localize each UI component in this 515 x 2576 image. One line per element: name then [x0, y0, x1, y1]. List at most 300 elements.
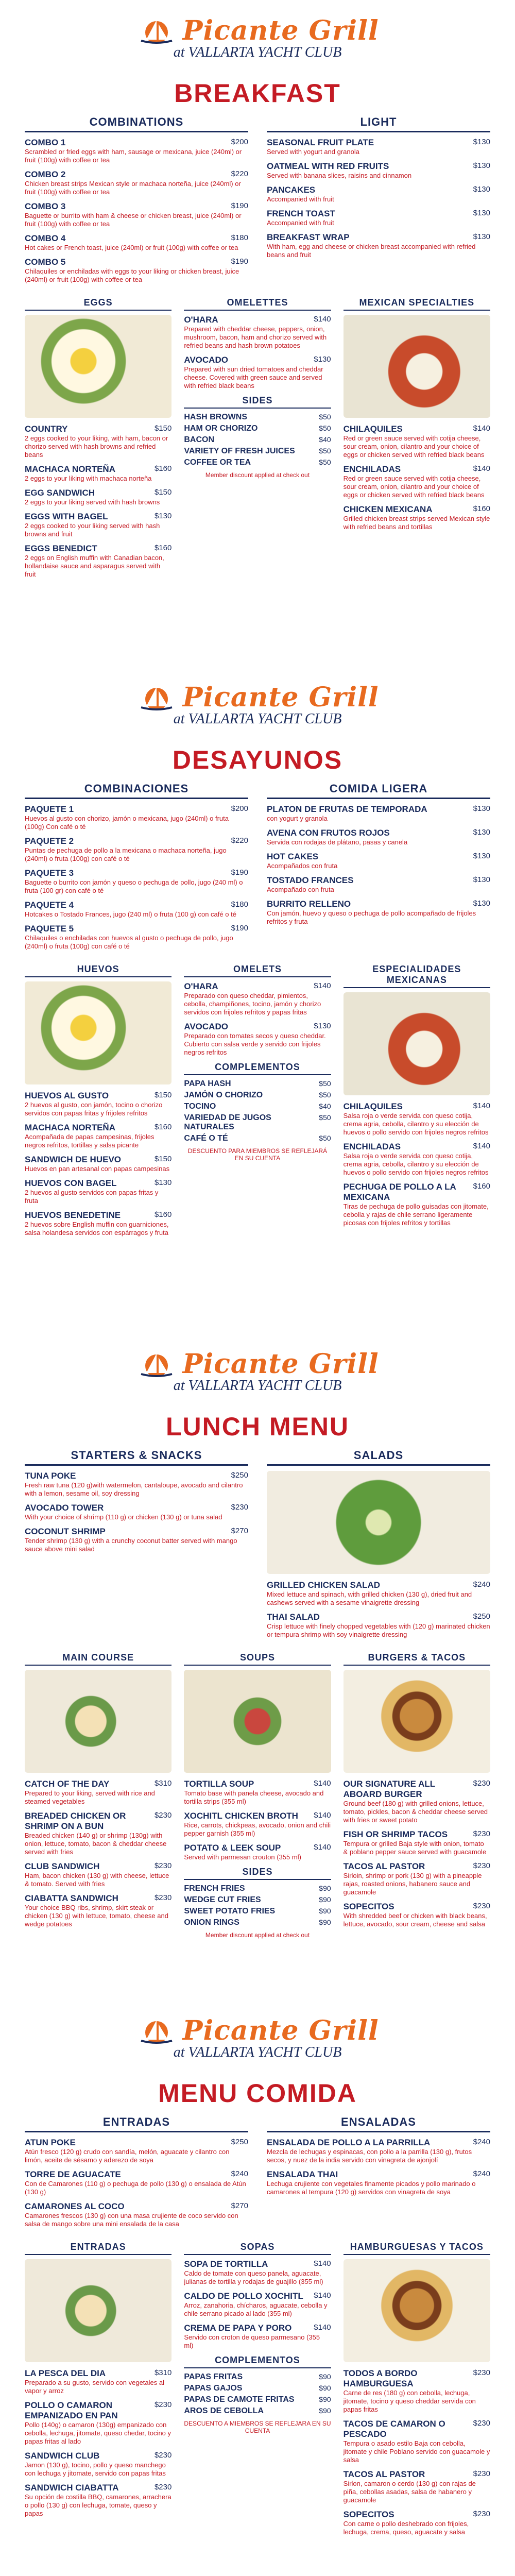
menu-item-price: $270 [231, 2201, 248, 2210]
menu-item-price: $230 [154, 1811, 172, 1820]
sides-box [184, 1062, 331, 1162]
menu-item-price: $140 [314, 981, 331, 990]
menu-item [25, 1210, 171, 1237]
menu-item-header [25, 1779, 171, 1789]
side-item [184, 1884, 331, 1893]
menu-item-name: SOPA DE TORTILLA [184, 2259, 268, 2269]
menu-item [25, 233, 248, 252]
menu-item-price: $180 [231, 233, 248, 242]
top-sections [25, 782, 490, 956]
menu-item-description: Acompañados con fruta [267, 862, 338, 870]
menu-item [344, 1182, 490, 1227]
menu-item-description: Fresh raw tuna (120 g)with watermelon, cantaloupe, avocado and cilantro with a lemon, sesame oil, soy dressing [25, 1481, 243, 1497]
menu-item-header [344, 464, 490, 474]
page-title: MENU COMIDA [158, 2079, 357, 2108]
sides-box [184, 395, 331, 479]
member-discount-note: DESCUENTO PARA MIEMBROS SE REFLEJARÁ EN SU CUENTA [187, 1147, 328, 1162]
side-item [184, 1079, 331, 1089]
member-discount-note: Member discount applied at check out [205, 1931, 310, 1939]
menu-item [267, 1612, 490, 1639]
menu-item-header [184, 315, 331, 325]
sailboat-sun-icon [136, 2017, 176, 2045]
menu-item-header [25, 512, 171, 522]
section-heading: COMIDA LIGERA [267, 782, 490, 799]
menu-item-name: TACOS AL PASTOR [343, 1861, 425, 1871]
side-item [184, 447, 331, 456]
menu-item-price: $230 [473, 2469, 490, 2478]
menu-item-price: $130 [473, 232, 490, 241]
brand-header [25, 16, 490, 78]
side-item-name: PAPAS FRITAS [184, 2372, 243, 2381]
menu-item-description: Acompañada de papas campesinas, frijoles negros refritos, tortillas y salsa picante [25, 1133, 154, 1149]
column-three [344, 1652, 490, 1939]
menu-item-name: EGG SANDWICH [25, 488, 95, 498]
bottom-sections [25, 1652, 490, 1939]
menu-item-header [184, 2259, 331, 2269]
menu-item-name: FRENCH TOAST [267, 209, 335, 218]
menu-item-header [25, 201, 248, 212]
menu-item-name: ENCHILADAS [343, 464, 401, 474]
menu-item-name: CATCH OF THE DAY [25, 1779, 110, 1789]
side-item-price: $90 [319, 1895, 331, 1904]
menu-item [25, 488, 171, 506]
food-photo [184, 1670, 331, 1773]
menu-item-name: COMBO 1 [25, 138, 66, 147]
menu-item-header [267, 828, 490, 838]
menu-item-name: ATUN POKE [25, 2138, 76, 2147]
bottom-sections [25, 297, 490, 584]
side-item-price: $90 [319, 2406, 331, 2415]
side-item-name: VARIEDAD DE JUGOS NATURALES [184, 1113, 271, 1131]
side-item [184, 1091, 331, 1100]
top-sections [25, 115, 490, 289]
menu-item-description: Breaded chicken (140 g) or shrimp (130g) with onion, lettuce, tomato, bacon & cheddar cheese served with fries [25, 1832, 167, 1856]
menu-item [344, 1861, 490, 1896]
menu-item-name: PANCAKES [267, 185, 316, 195]
menu-item [184, 1779, 331, 1806]
menu-item-header [25, 1811, 171, 1832]
brand-subtitle: at VALLARTA YACHT CLUB [173, 2044, 342, 2060]
menu-item-description: Prepared with sun dried tomatoes and cheddar cheese. Covered with green sauce and served with refried black beans [184, 365, 323, 389]
left-section [25, 782, 248, 956]
brand-name: Picante Grill [182, 1348, 379, 1380]
menu-item [25, 868, 248, 895]
menu-item-header [344, 1829, 490, 1840]
menu-item-description: Served with banana slices, raisins and cinnamon [267, 172, 412, 179]
menu-item-header [267, 875, 490, 886]
section-heading: SIDES [184, 1867, 331, 1880]
menu-item-header [344, 2510, 490, 2520]
menu-item-description: Preparado a su gusto, servido con vegetales al vapor y arroz [25, 2379, 165, 2395]
side-item-name: COFFEE OR TEA [184, 458, 251, 467]
menu-item-description: Tender shrimp (130 g) with a crunchy coconut batter served with mango sauce above mini salad [25, 1537, 237, 1553]
menu-item-name: PAQUETE 5 [25, 924, 74, 934]
menu-item-name: COUNTRY [25, 424, 68, 434]
side-item [184, 1102, 331, 1111]
section-heading: LIGHT [267, 115, 490, 132]
menu-item [184, 1811, 331, 1838]
menu-item-price: $230 [154, 2400, 172, 2409]
menu-item-header [344, 1779, 490, 1800]
side-item-price: $90 [319, 1884, 331, 1892]
menu-item-name: GRILLED CHICKEN SALAD [267, 1580, 381, 1590]
menu-item-name: CIABATTA SANDWICH [25, 1893, 118, 1903]
menu-item-name: SANDWICH DE HUEVO [25, 1155, 122, 1164]
menu-item-description: Chilaquiles or enchiladas with eggs to your liking or chicken breast, juice (240ml) or fruit (100g) with coffee or tea [25, 267, 239, 283]
menu-item [25, 1811, 171, 1856]
brand-name: Picante Grill [182, 2015, 379, 2046]
menu-item [344, 2510, 490, 2536]
menu-item-name: PECHUGA DE POLLO A LA MEXICANA [343, 1182, 456, 1202]
menu-item-description: Carne de res (180 g) con cebolla, lechuga, jitomate, tocino y queso cheddar servida con papas fritas [343, 2389, 476, 2413]
section-heading: COMPLEMENTOS [184, 2355, 331, 2368]
side-item-price: $40 [319, 1102, 331, 1110]
menu-page [0, 1333, 515, 2000]
menu-item-description: Ground beef (180 g) with grilled onions, lettuce, tomato, pickles, bacon & cheddar cheese served with fries or sweet potato [343, 1800, 488, 1824]
menu-item-name: O'HARA [184, 315, 218, 325]
column-two [184, 297, 331, 584]
menu-item-description: Camarones frescos (130 g) con una masa crujiente de coco servido con salsa de mango sobre una mini ensalada de la casa [25, 2212, 238, 2228]
menu-item-price: $240 [473, 2170, 490, 2178]
menu-item-description: Hot cakes or French toast, juice (240ml) or fruit (100g) with coffee or tea [25, 244, 238, 251]
menu-item-description: Tiras de pechuga de pollo guisadas con jitomate, cebolla y rajas de chile serrano ligeramente picosas con frijoles refritos y tortillas [343, 1202, 489, 1227]
side-item [184, 2384, 331, 2393]
menu-item-price: $140 [314, 315, 331, 324]
side-item-name: HASH BROWNS [184, 413, 247, 421]
menu-item-name: ENSALADA THAI [267, 2170, 338, 2179]
menu-item-name: TACOS DE CAMARON O PESCADO [343, 2419, 445, 2439]
section-heading: SOUPS [184, 1652, 331, 1666]
menu-item-price: $160 [473, 504, 490, 513]
menu-item [25, 138, 248, 164]
menu-item [184, 315, 331, 350]
menu-item-name: TORTILLA SOUP [184, 1779, 254, 1789]
menu-item [25, 512, 171, 538]
menu-item [267, 185, 490, 204]
menu-item [25, 1779, 171, 1806]
menu-item-price: $140 [314, 2291, 331, 2300]
menu-item-description: Tempura o asado estilo Baja con cebolla, jitomate y chile Poblano servido con guacamole y salsa [343, 2439, 490, 2464]
side-item-price: $50 [319, 413, 331, 421]
side-item-name: SWEET POTATO FRIES [184, 1907, 276, 1916]
menu-item-price: $230 [473, 2368, 490, 2377]
menu-item [25, 2451, 171, 2478]
menu-item-header [25, 1893, 171, 1904]
sailboat-sun-icon [136, 17, 176, 45]
menu-item-description: Puntas de pechuga de pollo a la mexicana o machaca norteña, jugo (240ml) o fruta (100g) con café o té [25, 846, 227, 862]
menu-item-name: CHICKEN MEXICANA [343, 504, 433, 514]
menu-item-name: SANDWICH CIABATTA [25, 2483, 119, 2493]
menu-item-header [267, 161, 490, 172]
menu-item-header [267, 232, 490, 243]
menu-item [25, 1527, 248, 1553]
menu-item-name: PAQUETE 3 [25, 868, 74, 878]
menu-item-header [184, 355, 331, 365]
menu-item [25, 1861, 171, 1888]
section-heading: SOPAS [184, 2242, 331, 2255]
side-item-name: VARIETY OF FRESH JUICES [184, 447, 295, 455]
column-three [344, 2242, 490, 2541]
menu-item-price: $130 [473, 185, 490, 194]
side-item [184, 435, 331, 445]
side-item [184, 1918, 331, 1927]
column-one [25, 297, 171, 584]
section-heading: HAMBURGUESAS Y TACOS [344, 2242, 490, 2255]
menu-item-price: $160 [154, 1210, 172, 1219]
menu-item-header [25, 2400, 171, 2421]
menu-item [25, 900, 248, 919]
menu-item-price: $230 [473, 1902, 490, 1910]
menu-item-name: TACOS AL PASTOR [343, 2469, 425, 2479]
menu-item-price: $130 [473, 828, 490, 837]
menu-item-price: $200 [231, 138, 248, 146]
side-item-price: $90 [319, 2395, 331, 2403]
menu-item [25, 2201, 248, 2228]
menu-item-description: Caldo de tomate con queso panela, aguacate, julianas de tortilla y rodajas de guajillo (355 ml) [184, 2269, 323, 2285]
side-item-name: CAFÉ O TÉ [184, 1134, 228, 1143]
bottom-sections [25, 2242, 490, 2541]
menu-item [25, 836, 248, 863]
menu-item-name: THAI SALAD [267, 1612, 320, 1622]
section-heading: EGGS [25, 297, 171, 311]
menu-page [0, 2000, 515, 2576]
menu-item-name: SANDWICH CLUB [25, 2451, 100, 2461]
menu-item-name: SEASONAL FRUIT PLATE [267, 138, 374, 147]
section-heading: OMELETS [184, 964, 331, 977]
menu-item-description: Lechuga crujiente con vegetales finamente picados y pollo marinado o camarones al tempura (120 g) servidos con vinagreta de soya [267, 2180, 476, 2196]
menu-item-price: $230 [473, 2510, 490, 2518]
menu-item-header [25, 2170, 248, 2180]
menu-item-description: Served with yogurt and granola [267, 148, 359, 156]
menu-page [0, 667, 515, 1333]
menu-item-description: Mezcla de lechugas y espinacas, con pollo a la parrilla (130 g), frutos secos, y nuez de la india servido con vinagreta de ajonjolí [267, 2148, 472, 2164]
menu-item-name: PAQUETE 2 [25, 836, 74, 846]
menu-item [267, 2138, 490, 2164]
menu-item-price: $130 [473, 852, 490, 860]
menu-item-name: CAMARONES AL COCO [25, 2201, 125, 2211]
menu-item [344, 2419, 490, 2464]
menu-item [267, 875, 490, 894]
menu-item-description: Red or green sauce served with cotija cheese, sour cream, onion, cilantro and your choice of eggs or chicken served with refried black beans [343, 434, 485, 459]
menu-item-price: $140 [473, 1142, 490, 1150]
menu-item-price: $230 [154, 1861, 172, 1870]
menu-item-description: Servida con rodajas de plátano, pasas y canela [267, 838, 408, 846]
side-item [184, 413, 331, 422]
menu-item [184, 1843, 331, 1861]
menu-item-name: COMBO 4 [25, 233, 66, 243]
side-item [184, 1907, 331, 1916]
section-heading: SALADS [267, 1449, 490, 1466]
section-heading: STARTERS & SNACKS [25, 1449, 248, 1466]
menu-item-description: Tomato base with panela cheese, avocado and tortilla strips (355 ml) [184, 1789, 324, 1805]
side-item-price: $50 [319, 1113, 331, 1122]
column-three [344, 297, 490, 584]
food-photo [25, 981, 171, 1084]
menu-item [25, 1123, 171, 1149]
menu-item-price: $140 [314, 1843, 331, 1852]
menu-item-name: TODOS A BORDO HAMBURGUESA [343, 2368, 418, 2388]
menu-item-header [25, 464, 171, 474]
food-photo [25, 2259, 171, 2362]
menu-item-header [344, 2469, 490, 2480]
menu-item-name: HUEVOS CON BAGEL [25, 1178, 117, 1188]
menu-item-header [344, 1182, 490, 1202]
menu-item-name: COMBO 5 [25, 257, 66, 267]
page-title: DESAYUNOS [172, 745, 343, 774]
side-item-name: HAM OR CHORIZO [184, 424, 258, 433]
menu-item-price: $310 [154, 2368, 172, 2377]
menu-item [267, 804, 490, 823]
menu-item-price: $140 [314, 1811, 331, 1820]
menu-item [184, 2291, 331, 2318]
side-item-name: PAPAS GAJOS [184, 2384, 243, 2393]
menu-item-price: $230 [231, 1503, 248, 1512]
logo-row [25, 683, 490, 712]
menu-item-price: $190 [231, 868, 248, 877]
menu-item-price: $140 [473, 1101, 490, 1110]
menu-item-description: With your choice of shrimp (110 g) or chicken (130 g) or tuna salad [25, 1513, 222, 1521]
menu-item-header [25, 900, 248, 910]
side-item [184, 424, 331, 433]
menu-item [344, 1829, 490, 1856]
side-item-name: FRENCH FRIES [184, 1884, 245, 1893]
menu-item-price: $160 [154, 464, 172, 473]
menu-item-price: $240 [473, 2138, 490, 2146]
section-heading: OMELETTES [184, 297, 331, 311]
menu-item [344, 1142, 490, 1177]
menu-item-header [25, 2201, 248, 2212]
menu-item [25, 1155, 171, 1173]
menu-item-description: Rice, carrots, chickpeas, avocado, onion and chili pepper garnish (355 ml) [184, 1821, 331, 1837]
menu-item-name: OUR SIGNATURE ALL ABOARD BURGER [343, 1779, 435, 1799]
menu-item-description: Preparado con tomates secos y queso cheddar. Cubierto con salsa verde y servido con frijoles negros refritos [184, 1032, 326, 1056]
left-section [25, 2115, 248, 2233]
menu-item [184, 1022, 331, 1057]
side-item-name: ONION RINGS [184, 1918, 239, 1927]
menu-item-price: $130 [473, 138, 490, 146]
menu-item-header [25, 170, 248, 180]
menu-item-price: $130 [154, 512, 172, 520]
menu-item-description: Sirloin, shrimp or pork (130 g) with a pineapple rajas, roasted onions, habanero sauce and guacamole [343, 1872, 482, 1896]
menu-item-description: Chicken breast strips Mexican style or machaca norteña, juice (240ml) or fruit (100g) with coffee or tea [25, 180, 241, 196]
side-item-price: $50 [319, 1079, 331, 1088]
right-section [267, 115, 490, 289]
menu-item [267, 1580, 490, 1607]
menu-item-description: Sirlon, camaron o cerdo (130 g) con rajas de piña, cebollas asadas, salsa de habanero y guacamole [343, 2480, 476, 2504]
side-item-price: $40 [319, 435, 331, 444]
section-heading: COMBINATIONS [25, 115, 248, 132]
menu-item-header [184, 981, 331, 992]
menu-item-name: COCONUT SHRIMP [25, 1527, 106, 1536]
menu-item [25, 804, 248, 831]
bottom-sections [25, 964, 490, 1242]
menu-item-description: Acompañado con fruta [267, 886, 334, 893]
menu-item [267, 2170, 490, 2196]
menu-item-price: $190 [231, 924, 248, 933]
section-heading: ENSALADAS [267, 2115, 490, 2132]
menu-item-header [184, 2291, 331, 2301]
menu-item-header [25, 836, 248, 846]
section-heading: ENTRADAS [25, 2115, 248, 2132]
section-heading: MAIN COURSE [25, 1652, 171, 1666]
page-title: BREAKFAST [174, 79, 341, 108]
menu-item-price: $140 [473, 424, 490, 433]
menu-item-description: With ham, egg and cheese or chicken breast accompanied with refried beans and fruit [267, 243, 476, 259]
menu-item-header [25, 544, 171, 554]
menu-item-price: $160 [473, 1182, 490, 1191]
menu-item-header [344, 424, 490, 434]
menu-item [344, 1101, 490, 1137]
menu-item [25, 924, 248, 951]
menu-item-price: $310 [154, 1779, 172, 1788]
menu-item [25, 201, 248, 228]
menu-item [25, 257, 248, 284]
column-one [25, 2242, 171, 2541]
menu-item [267, 852, 490, 870]
side-item-name: PAPAS DE CAMOTE FRITAS [184, 2395, 295, 2404]
logo-row [25, 1350, 490, 1379]
section-heading: BURGERS & TACOS [344, 1652, 490, 1666]
top-sections [25, 1449, 490, 1644]
menu-item-name: CREMA DE PAPA Y PORO [184, 2323, 292, 2333]
side-item [184, 2406, 331, 2416]
menu-item-price: $230 [154, 1893, 172, 1902]
menu-item-name: EGGS BENEDICT [25, 544, 97, 553]
menu-item [344, 464, 490, 499]
menu-item-price: $140 [314, 2323, 331, 2332]
menu-item-header [344, 1101, 490, 1112]
menu-item-name: XOCHITL CHICKEN BROTH [184, 1811, 298, 1821]
menu-item-name: BREADED CHICKEN OR SHRIMP ON A BUN [25, 1811, 126, 1831]
sides-box [184, 2355, 331, 2434]
menu-item-header [25, 1178, 171, 1189]
menu-item [25, 1091, 171, 1117]
side-item [184, 1895, 331, 1905]
menu-item-description: 2 huevos sobre English muffin con guarniciones, salsa holandesa servidos con espárragos y fruta [25, 1221, 169, 1236]
column-three [344, 964, 490, 1242]
menu-item [344, 2469, 490, 2504]
menu-item [184, 355, 331, 390]
menu-item-price: $250 [473, 1612, 490, 1621]
menu-item [267, 899, 490, 926]
menu-item [184, 2323, 331, 2350]
menu-item-name: OATMEAL WITH RED FRUITS [267, 161, 389, 171]
brand-name: Picante Grill [182, 15, 379, 46]
page-title: LUNCH MENU [165, 1412, 350, 1441]
menu-item-name: PAQUETE 4 [25, 900, 74, 910]
menu-item-name: COMBO 3 [25, 201, 66, 211]
right-section [267, 1449, 490, 1644]
menu-item-name: EGGS WITH BAGEL [25, 512, 108, 521]
menu-item-description: Served with parmesan crouton (355 ml) [184, 1853, 301, 1861]
menu-item-name: TUNA POKE [25, 1471, 76, 1481]
menu-item [25, 2170, 248, 2196]
menu-item-description: Grilled chicken breast strips served Mexican style with refried beans and tortillas [343, 515, 490, 531]
menu-item-price: $250 [231, 2138, 248, 2146]
menu-item-header [25, 868, 248, 878]
menu-item-header [184, 1843, 331, 1853]
brand-subtitle: at VALLARTA YACHT CLUB [173, 1378, 342, 1394]
menu-item-description: Your choice BBQ ribs, shrimp, skirt steak or chicken (130 g) with lettuce, tomato, cheese and wedge potatoes [25, 1904, 168, 1928]
menu-item-description: Red or green sauce served with cotija cheese, sour cream, onion, cilantro and your choice of eggs or chicken served with refried black beans [343, 474, 485, 499]
menu-item-description: Tempura or grilled Baja style with onion, tomato & poblano pepper sauce served with guacamole [343, 1840, 487, 1856]
menu-item [267, 209, 490, 227]
side-item-price: $50 [319, 424, 331, 432]
menu-item-header [267, 804, 490, 815]
column-two [184, 2242, 331, 2541]
menu-item [344, 424, 490, 459]
menu-item-price: $130 [314, 1022, 331, 1030]
